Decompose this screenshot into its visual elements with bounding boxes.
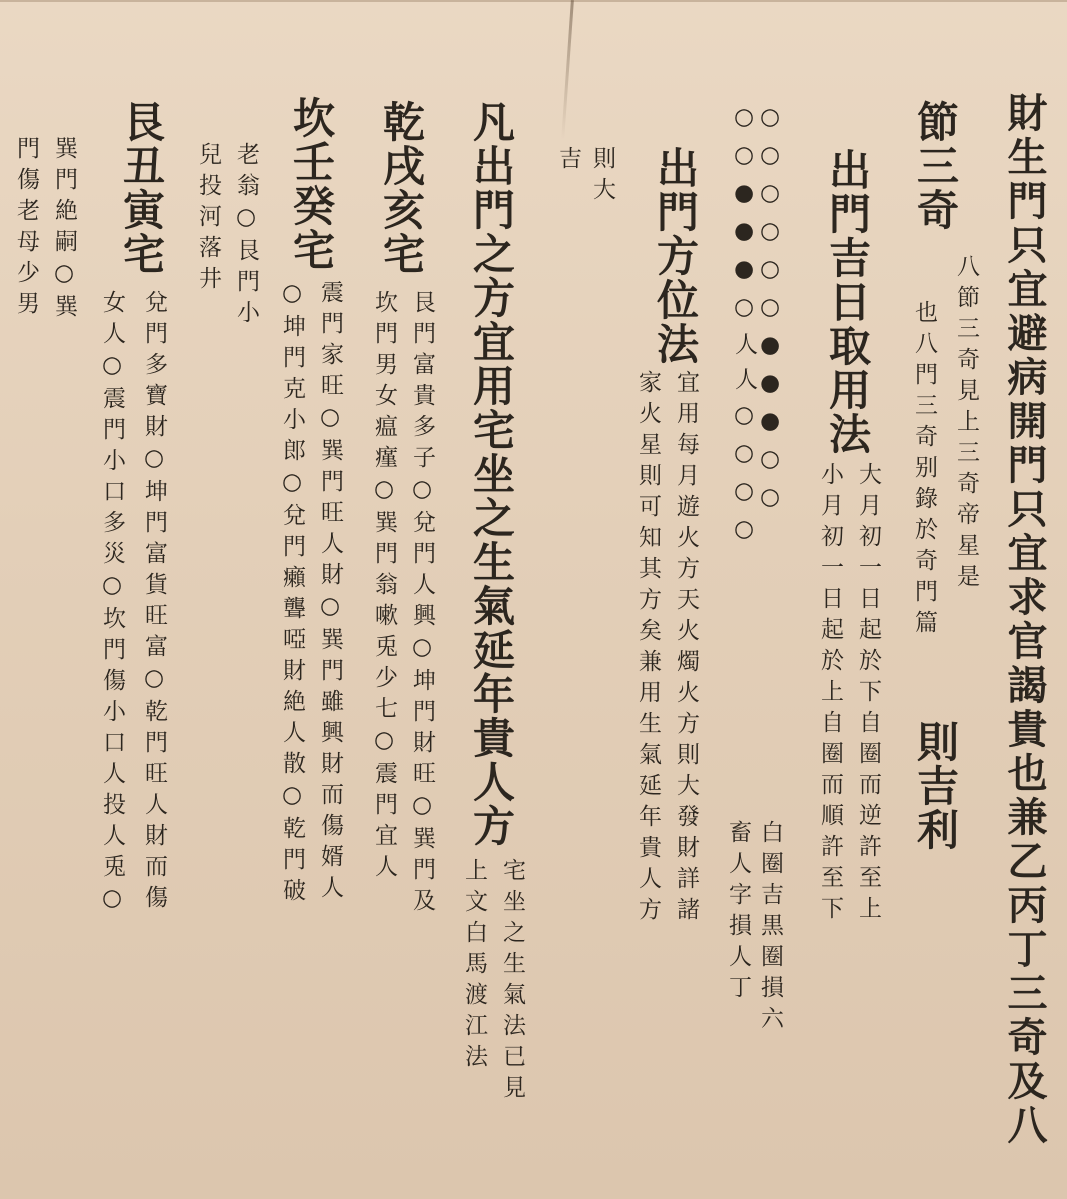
legend-chu-ren: 畜人字損人丁 — [725, 820, 751, 1006]
note-zhai-zuo: 宅坐之生氣法已見 — [499, 858, 525, 1106]
text-xun-men-1: 巽門絶嗣○巽 — [51, 136, 77, 325]
text-gen-1: 兌門多寶財○坤門富貨旺富○乾門旺人財而傷 — [141, 290, 167, 916]
text-xun-men-2: 門傷老母少男 — [13, 136, 39, 322]
text-lao-weng: 老翁○艮門小 — [233, 142, 259, 331]
page-edge — [0, 0, 1067, 2]
text-er-tou-he: 兒投河落井 — [195, 142, 221, 297]
text-ji-li: 則吉利 — [911, 720, 960, 852]
heading-kan-ren-gui: 坎壬癸宅 — [287, 96, 336, 272]
circle-chart-col-1: ○○○○○○●●●○○ — [757, 104, 783, 522]
annotation-1: 八節三奇見上三奇帝星是 — [953, 254, 979, 595]
note-shang-wen: 上文白馬渡江法 — [461, 858, 487, 1075]
note-xiao-yue: 小月初一日起於上自圈而順許至下 — [817, 462, 843, 927]
text-column-1: 財生門只宜避病開門只宜求官謁貴也兼乙丙丁三奇及八 — [1001, 92, 1048, 1148]
paper-crease — [561, 0, 574, 140]
text-qian-1: 艮門富貴多子○兌門人興○坤門財旺○巽門及 — [409, 290, 435, 919]
heading-fan-chu-men: 凡出門之方宜用宅坐之生氣延年貴人方 — [467, 100, 516, 848]
heading-chu-men-fang-wei: 出門方位法 — [651, 146, 700, 366]
heading-chu-men-ji-ri: 出門吉日取用法 — [823, 148, 872, 456]
text-jia-huo-xing: 家火星則可知其方矣兼用生氣延年貴人方 — [635, 370, 661, 928]
text-kan-2: ○坤門克小郎○兌門癩聾啞財絶人散○乾門破 — [279, 280, 305, 909]
heading-gen-chou-yin: 艮丑寅宅 — [117, 100, 166, 276]
note-da-yue: 大月初一日起於下自圈而逆許至上 — [855, 462, 881, 927]
text-ji: 吉 — [555, 146, 581, 177]
text-gen-2: 女人○震門小口多災○坎門傷小口人投人兎○ — [99, 290, 125, 919]
circle-chart-col-2: ○○●●●○人人○○○○ — [731, 104, 757, 554]
legend-white-black: 白圈吉黒圈損六 — [757, 820, 783, 1037]
heading-jie-san-qi: 節三奇 — [911, 100, 960, 232]
text-ze-da: 則大 — [589, 146, 615, 208]
heading-qian-xu-hai: 乾戌亥宅 — [377, 100, 426, 276]
text-kan-1: 震門家旺○巽門旺人財○巽門雖興財而傷婿人 — [317, 280, 343, 906]
text-qian-2: 坎門男女瘟瘽○巽門翁嗽兎少七○震門宜人 — [371, 290, 397, 885]
annotation-2: 也八門三奇别錄於奇門篇 — [911, 300, 937, 641]
text-yi-yong: 宜用每月遊火方天火燭火方則大發財詳諸 — [673, 370, 699, 928]
